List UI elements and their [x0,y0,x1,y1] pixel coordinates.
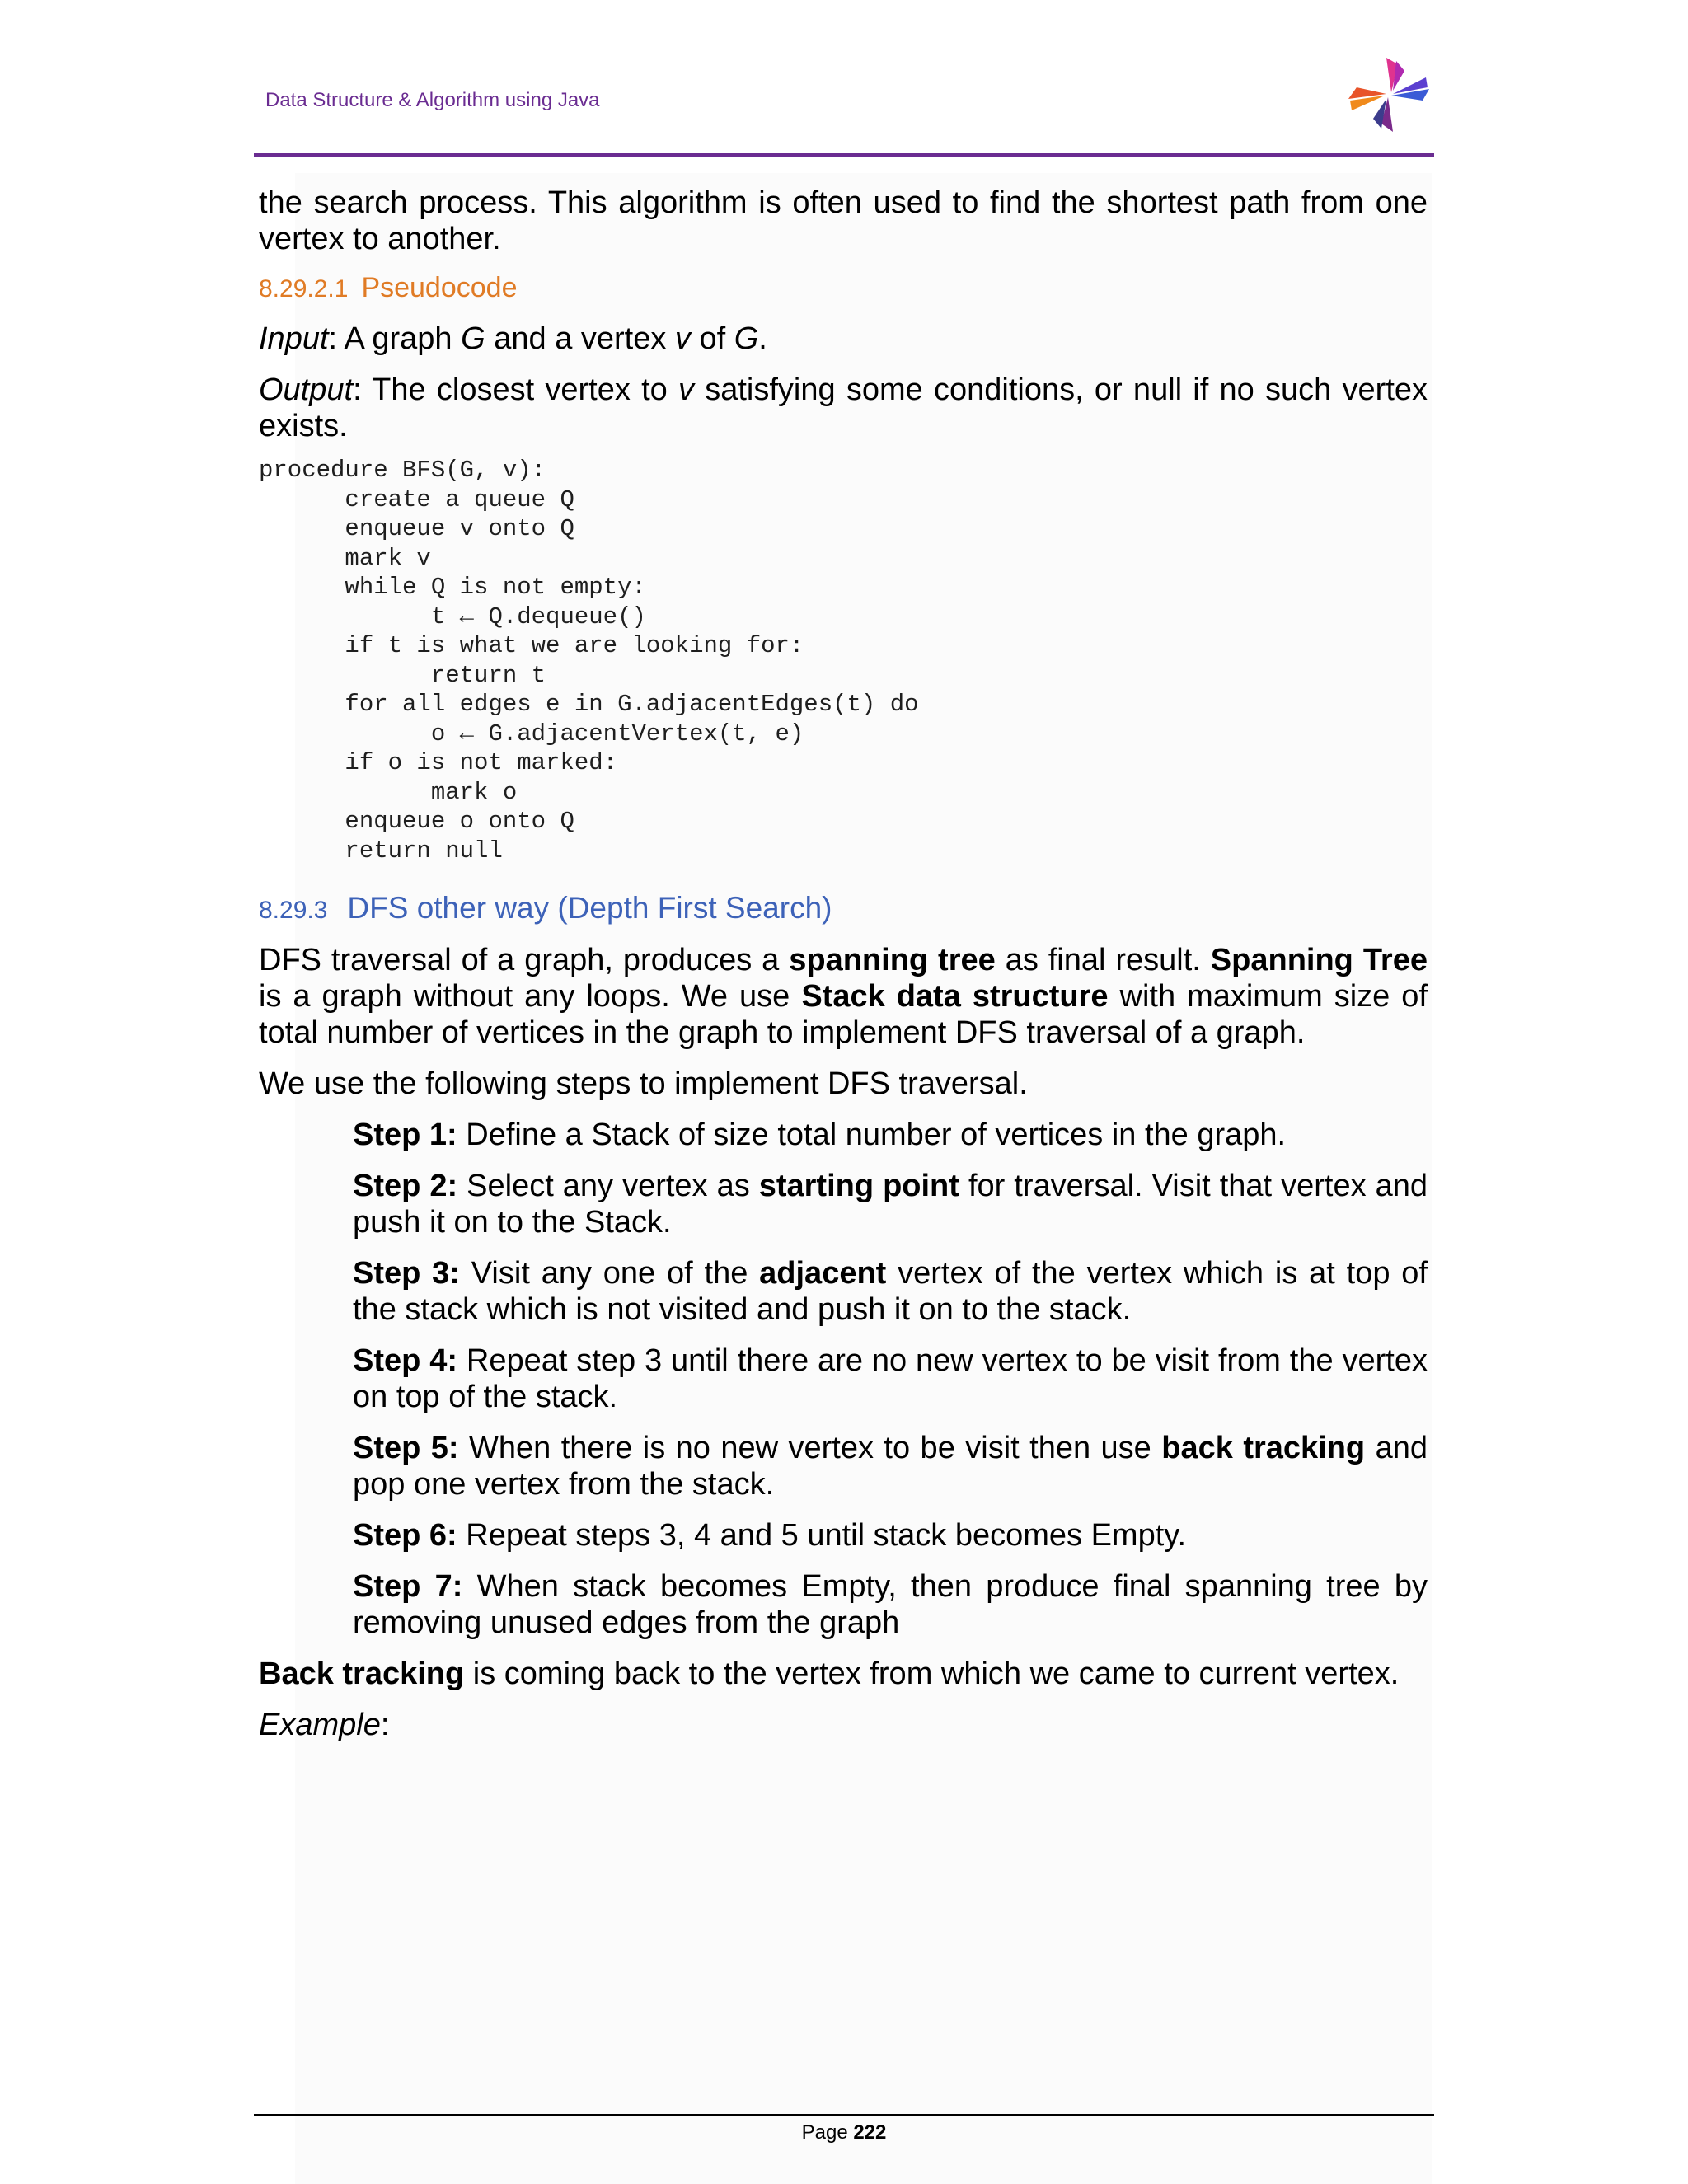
step-2 [353,1168,1428,1240]
output-text-2: satisfying some conditions, or null if no such vertex exists. [259,373,1428,443]
step-6-label: Step 6: [353,1518,457,1553]
pseudocode-heading [259,269,1428,307]
dfs-heading-title: DFS other way (Depth First Search) [347,891,832,925]
input-text-4: . [758,321,767,356]
code-line: return null [259,837,503,865]
backtracking-text: is coming back to the vertex from which we came to current vertex. [464,1657,1400,1691]
input-label: Input [259,321,329,356]
dfs-intro-bold-2: Spanning Tree [1210,943,1428,977]
output-text-1: : The closest vertex to [353,373,679,407]
step-5-bold: back tracking [1161,1431,1366,1465]
step-4 [353,1343,1428,1415]
step-5-text-2: and pop one vertex from the stack. [353,1431,1428,1502]
example-label-line [259,1707,1428,1743]
page-footer [0,2121,1688,2144]
step-2-bold: starting point [758,1169,959,1203]
dfs-heading-number: 8.29.3 [259,897,328,924]
step-6 [353,1517,1428,1554]
steps-intro: We use the following steps to implement DFS traversal. [259,1066,1028,1101]
input-text-1: : A graph [328,321,462,356]
code-line: mark v [259,544,431,572]
code-line: procedure BFS(G, v): [259,457,546,484]
step-3-text-1: Visit any one of the [459,1256,760,1291]
dfs-section-heading [259,890,1428,929]
code-line: if o is not marked: [259,749,618,776]
page-content [259,185,1428,1743]
input-line [259,321,1428,357]
step-7 [353,1568,1428,1641]
code-line: enqueue v onto Q [259,515,574,542]
input-g2: G [734,321,759,356]
step-5-text-1: When there is no new vertex to be visit then use [458,1431,1162,1465]
code-line: o ← G.adjacentVertex(t, e) [259,719,804,748]
step-1-text: Define a Stack of size total number of vertices in the graph. [457,1118,1287,1152]
step-1-label: Step 1: [353,1118,457,1152]
input-g: G [461,321,485,356]
dfs-intro-text-1: DFS traversal of a graph, produces a [259,943,790,977]
step-4-text: Repeat step 3 until there are no new vertex to be visit from the vertex on top of the stack. [353,1343,1428,1414]
dfs-intro-paragraph [259,942,1428,1051]
page-number: 222 [853,2121,887,2144]
step-6-text: Repeat steps 3, 4 and 5 until stack becomes Empty. [457,1518,1187,1553]
code-line: if t is what we are looking for: [259,632,804,659]
header-title: Data Structure & Algorithm using Java [265,89,600,111]
example-label: Example [259,1708,381,1742]
dfs-intro-text-2: as final result. [995,943,1211,977]
output-label: Output [259,373,354,407]
pseudocode-heading-number: 8.29.2.1 [259,275,349,302]
page-label: Page [801,2121,854,2144]
pseudocode-heading-title: Pseudocode [361,272,518,303]
step-2-text-2: for traversal. Visit that vertex and push it on to the Stack. [353,1169,1428,1240]
step-7-label: Step 7: [353,1569,463,1604]
code-line: return t [259,661,546,689]
pseudocode-block [259,456,1428,865]
input-v: v [674,321,691,356]
header-divider [254,153,1434,157]
step-3-bold: adjacent [759,1256,887,1291]
step-4-label: Step 4: [353,1343,458,1378]
dfs-intro-text-4: with maximum size of total number of vertices in the graph to implement DFS traversal of a graph. [259,979,1428,1050]
step-1 [353,1117,1428,1153]
step-2-label: Step 2: [353,1169,458,1203]
step-5-label: Step 5: [353,1431,459,1465]
footer-divider [254,2114,1434,2116]
step-3-label: Step 3: [353,1256,460,1291]
intro-paragraph: the search process. This algorithm is often used to find the shortest path from one vertex to another. [259,185,1428,256]
dfs-intro-text-3: is a graph without any loops. We use [259,979,802,1014]
backtracking-paragraph [259,1656,1428,1692]
step-3 [353,1255,1428,1328]
example-colon: : [380,1708,390,1742]
code-line: create a queue Q [259,485,574,513]
code-line: mark o [259,778,518,806]
output-line [259,372,1428,444]
code-line: while Q is not empty: [259,574,646,601]
steps-list [353,1117,1428,1641]
step-3-text-2: vertex of the vertex which is at top of the stack which is not visited and push it on to the stack. [353,1256,1428,1327]
code-line: for all edges e in G.adjacentEdges(t) do [259,691,919,718]
input-text-3: of [690,321,734,356]
dfs-intro-bold-1: spanning tree [789,943,996,977]
dfs-intro-bold-3: Stack data structure [801,979,1109,1014]
step-5 [353,1430,1428,1502]
step-2-text-1: Select any vertex as [457,1169,759,1203]
code-line: enqueue o onto Q [259,808,574,835]
backtracking-label: Back tracking [259,1657,465,1691]
input-text-2: and a vertex [485,321,675,356]
code-line: t ← Q.dequeue() [259,602,646,630]
step-7-text: When stack becomes Empty, then produce final spanning tree by removing unused edges from the graph [353,1569,1428,1640]
pinwheel-logo-icon [1343,53,1434,135]
output-v: v [678,373,695,407]
